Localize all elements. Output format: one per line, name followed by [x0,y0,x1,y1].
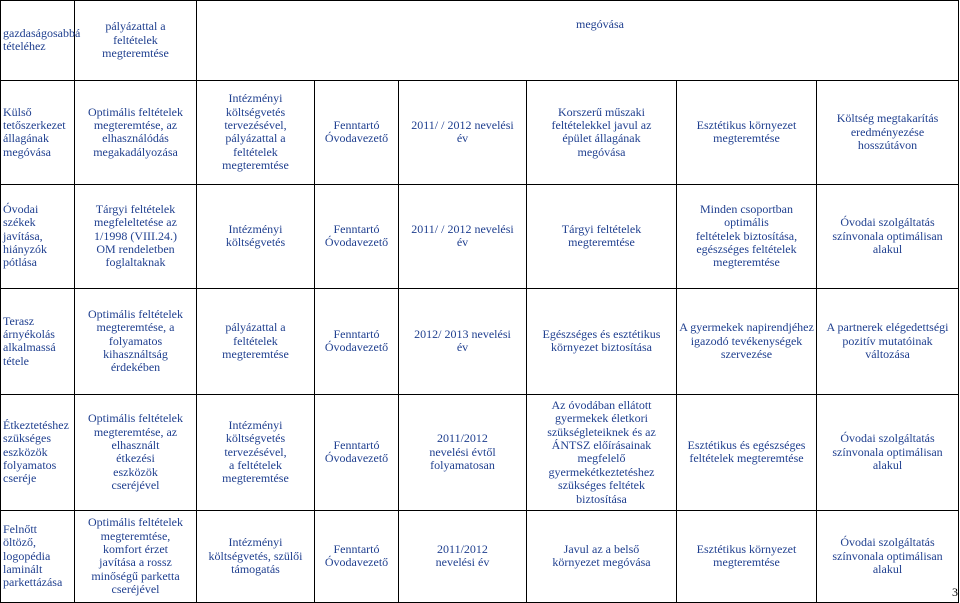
table-cell: pályázattal a feltételek megteremtése [197,288,315,394]
table-cell: Fenntartó Óvodavezető [315,394,399,510]
table-cell: 2011/2012 nevelési évtől folyamatosan [399,394,527,510]
table-cell: Intézményi költségvetés, szülői támogatás [197,510,315,602]
table-cell: Felnőtt öltöző, logopédia laminált parkettázása [1,510,75,602]
table-cell: Minden csoportban optimális feltételek biztosítása, egészséges feltételek megteremtése [677,184,817,288]
table-cell: Esztétikus környezet megteremtése [677,80,817,184]
table-cell: Fenntartó Óvodavezető [315,184,399,288]
table-cell: Fenntartó Óvodavezető [315,288,399,394]
table-cell: Optimális feltételek megteremtése, komfort érzet javítása a rossz minőségű parketta cseréjével [75,510,197,602]
table-cell: Tárgyi feltételek megfeleltetése az 1/1998 (VIII.24.) OM rendeletben foglaltaknak [75,184,197,288]
table-cell: 2011/2012 nevelési év [399,510,527,602]
table-cell: Optimális feltételek megteremtése, az elhasznált étkezési eszközök cseréjével [75,394,197,510]
table-cell-text: megóvása [576,17,624,32]
table-cell: Egészséges és esztétikus környezet biztosítása [527,288,677,394]
table-cell: Óvodai szolgáltatás színvonala optimálisan alakul [817,394,959,510]
table-cell: Optimális feltételek megteremtése, az elhasználódás megakadályozása [75,80,197,184]
table-cell: Intézményi költségvetés tervezésével, a feltételek megteremtése [197,394,315,510]
table-cell: 2011/ / 2012 nevelési év [399,184,527,288]
table-cell: pályázattal a feltételek megteremtése [75,1,197,81]
table-cell: Óvodai szolgáltatás színvonala optimálisan alakul [817,510,959,602]
table-cell [197,1,959,81]
table-cell: Intézményi költségvetés tervezésével, pályázattal a feltételek megteremtése [197,80,315,184]
table-cell: Költség megtakarítás eredményezése hosszútávon [817,80,959,184]
table-cell: Fenntartó Óvodavezető [315,80,399,184]
table-cell: Óvodai székek javítása, hiányzók pótlása [1,184,75,288]
table-cell: Korszerű műszaki feltételekkel javul az épület állagának megóvása [527,80,677,184]
table-cell: A gyermekek napirendjéhez igazodó tevékenységek szervezése [677,288,817,394]
table-row [1,184,959,288]
table-row [1,394,959,510]
table-cell: 2012/ 2013 nevelési év [399,288,527,394]
table-row [1,288,959,394]
table-row [1,510,959,602]
table-cell: Intézményi költségvetés [197,184,315,288]
table-cell: Terasz árnyékolás alkalmassá tétele [1,288,75,394]
table-cell: Külső tetőszerkezet állagának megóvása [1,80,75,184]
table-cell: A partnerek elégedettségi pozitív mutatóinak változása [817,288,959,394]
table-cell: gazdaságosabbá tételéhez [1,1,75,81]
table-cell: Esztétikus környezet megteremtése [677,510,817,602]
page-number: 3 [952,585,958,599]
table-cell: Javul az a belső környezet megóvása [527,510,677,602]
table-cell: Tárgyi feltételek megteremtése [527,184,677,288]
table-cell: Az óvodában ellátott gyermekek életkori szükségleteiknek és az ÁNTSZ előírásainak megfelelő gyermekétkeztetéshez szükséges feltétek biztosítása [527,394,677,510]
table-row [1,80,959,184]
table-cell: Optimális feltételek megteremtése, a folyamatos kihasználtság érdekében [75,288,197,394]
table-cell: Étkeztetéshez szükséges eszközök folyamatos cseréje [1,394,75,510]
table-cell: Óvodai szolgáltatás színvonala optimálisan alakul [817,184,959,288]
table-cell: 2011/ / 2012 nevelési év [399,80,527,184]
table-cell: Fenntartó Óvodavezető [315,510,399,602]
table-row [1,1,959,81]
table-cell: Esztétikus és egészséges feltételek megteremtése [677,394,817,510]
